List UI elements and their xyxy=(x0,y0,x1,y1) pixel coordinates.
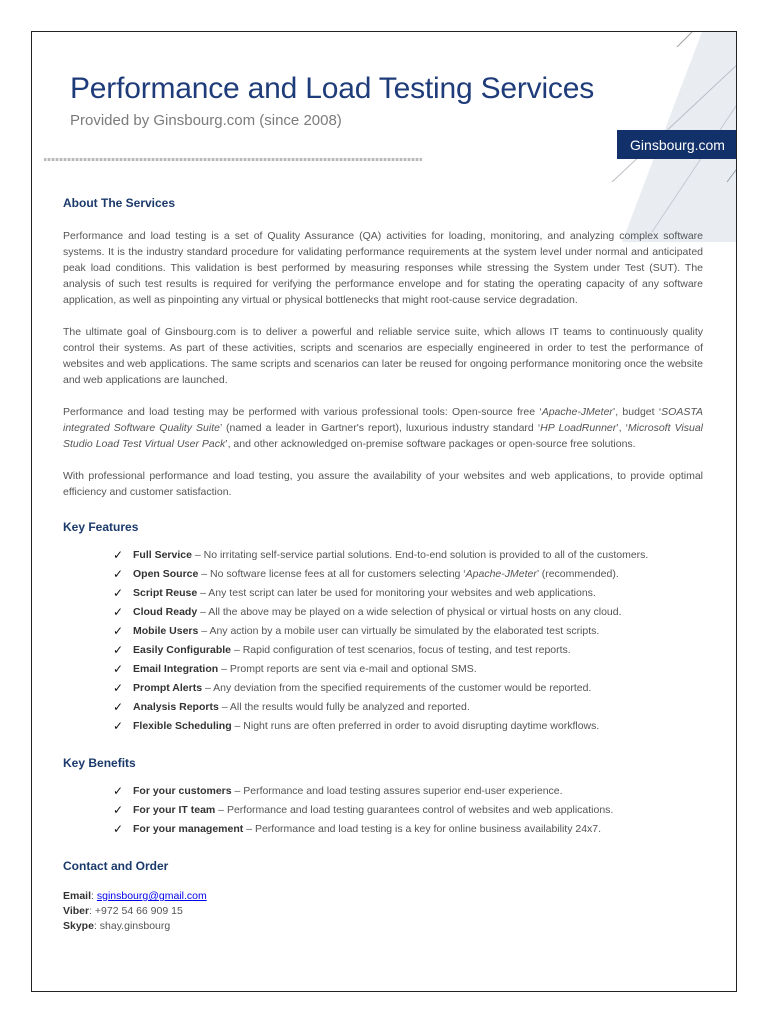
content-body xyxy=(63,194,703,934)
checkmark-icon: ✓ xyxy=(113,586,124,600)
checkmark-icon: ✓ xyxy=(113,681,124,695)
list-item: ✓ Mobile Users – Any action by a mobile user can virtually be simulated by the elaborated test scripts. xyxy=(113,622,703,641)
checkmark-icon: ✓ xyxy=(113,605,124,619)
list-item: ✓ Easily Configurable – Rapid configuration of test scenarios, focus of testing, and test reports. xyxy=(113,641,703,660)
list-item: ✓ Analysis Reports – All the results would fully be analyzed and reported. xyxy=(113,698,703,717)
checkmark-icon: ✓ xyxy=(113,803,124,817)
list-item: ✓ Script Reuse – Any test script can later be used for monitoring your websites and web applications. xyxy=(113,584,703,603)
list-item: ✓ For your IT team – Performance and load testing guarantees control of websites and web applications. xyxy=(113,801,703,820)
contact-viber: Viber: +972 54 66 909 15 xyxy=(63,905,183,917)
about-paragraph-1: Performance and load testing is a set of Quality Assurance (QA) activities for loading, monitoring, and analyzing complex software systems. It is the industry standard procedure for validating performance requirements at the system level under normal and anticipated peak load conditions. This validation is best performed by measuring responses while stressing the System under Test (SUT). The analysis of such test results is required for verifying the performance envelope and for stating the operating capacity of any software application, as well as pinpointing any virtual or physical bottlenecks that might root-cause service degradation. xyxy=(63,230,703,306)
list-item: ✓ Open Source – No software license fees at all for customers selecting ‘Apache-JMeter’ (recommended). xyxy=(113,565,703,584)
header-divider xyxy=(44,158,422,161)
checkmark-icon: ✓ xyxy=(113,700,124,714)
about-paragraph-4: With professional performance and load testing, you assure the availability of your websites and web applications, to provide optimal efficiency and customer satisfaction. xyxy=(63,470,703,498)
contact-skype: Skype: shay.ginsbourg xyxy=(63,920,171,932)
features-heading: Key Features xyxy=(63,520,139,534)
benefits-list xyxy=(63,782,703,839)
page-subtitle: Provided by Ginsbourg.com (since 2008) xyxy=(70,112,342,129)
about-paragraph-3: Performance and load testing may be performed with various professional tools: Open-source free ‘Apache-JMeter’, budget ‘SOASTA integrated Software Quality Suite’ (named a leader in Gartner's report), luxurious industry standard ‘HP LoadRunner’, ‘Microsoft Visual Studio Load Test Virtual User Pack’, and other acknowledged on-premise software packages or open-source free solutions. xyxy=(63,406,703,450)
list-item: ✓ Flexible Scheduling – Night runs are often preferred in order to avoid disrupting daytime workflows. xyxy=(113,717,703,736)
features-list xyxy=(63,546,703,736)
list-item: ✓ Cloud Ready – All the above may be played on a wide selection of physical or virtual hosts on any cloud. xyxy=(113,603,703,622)
checkmark-icon: ✓ xyxy=(113,624,124,638)
benefits-heading: Key Benefits xyxy=(63,756,136,770)
about-heading: About The Services xyxy=(63,196,176,210)
checkmark-icon: ✓ xyxy=(113,662,124,676)
checkmark-icon: ✓ xyxy=(113,548,124,562)
checkmark-icon: ✓ xyxy=(113,822,124,836)
checkmark-icon: ✓ xyxy=(113,784,124,798)
contact-email: Email: sginsbourg@gmail.com xyxy=(63,890,207,902)
checkmark-icon: ✓ xyxy=(113,567,124,581)
brand-badge: Ginsbourg.com xyxy=(617,130,737,159)
list-item: ✓ Email Integration – Prompt reports are sent via e-mail and optional SMS. xyxy=(113,660,703,679)
page-title: Performance and Load Testing Services xyxy=(70,72,595,105)
checkmark-icon: ✓ xyxy=(113,719,124,733)
list-item: ✓ For your customers – Performance and load testing assures superior end-user experience. xyxy=(113,782,703,801)
email-link[interactable]: sginsbourg@gmail.com xyxy=(96,890,207,902)
document-page xyxy=(31,31,737,992)
list-item: ✓ For your management – Performance and load testing is a key for online business availability 24x7. xyxy=(113,820,703,839)
list-item: ✓ Prompt Alerts – Any deviation from the specified requirements of the customer would be reported. xyxy=(113,679,703,698)
contact-heading: Contact and Order xyxy=(63,859,169,873)
about-paragraph-2: The ultimate goal of Ginsbourg.com is to deliver a powerful and reliable service suite, which allows IT teams to continuously quality control their systems. As part of these activities, scripts and scenarios are especially engineered in order to test the performance of websites and web applications. The same scripts and scenarios can later be reused for ongoing performance monitoring once the website and web applications are launched. xyxy=(63,326,703,386)
checkmark-icon: ✓ xyxy=(113,643,124,657)
list-item: ✓ Full Service – No irritating self-service partial solutions. End-to-end solution is provided to all of the customers. xyxy=(113,546,703,565)
